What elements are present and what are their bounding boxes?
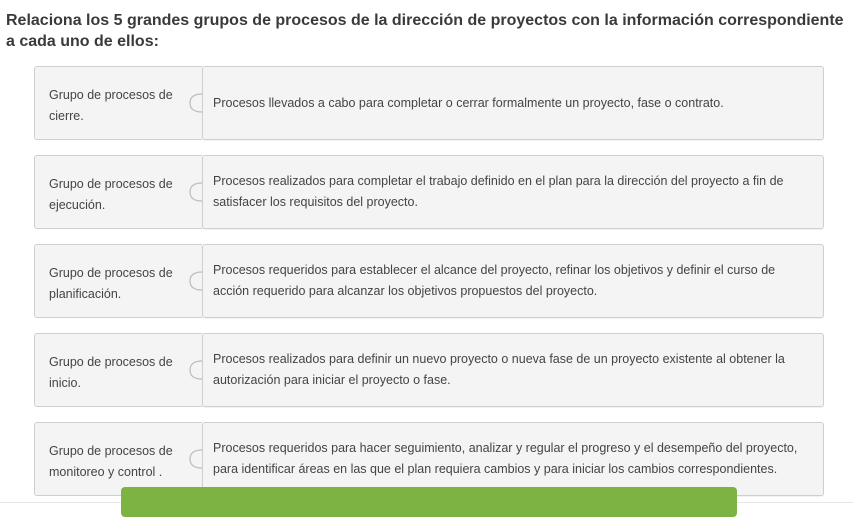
description-card-planificacion[interactable] <box>202 244 824 318</box>
match-pair-1 <box>34 66 824 140</box>
match-pair-5 <box>34 422 824 496</box>
description-text: Procesos realizados para completar el trabajo definido en el plan para la dirección del proyecto a fin de satisfacer los requisitos del proyecto. <box>213 174 784 209</box>
description-text: Procesos realizados para definir un nuevo proyecto o nueva fase de un proyecto existente al obtener la autorización para iniciar el proyecto o fase. <box>213 352 785 387</box>
match-pair-2 <box>34 155 824 229</box>
description-card-monitoreo[interactable] <box>202 422 824 496</box>
description-text: Procesos llevados a cabo para completar o cerrar formalmente un proyecto, fase o contrato. <box>213 95 724 110</box>
question-title: Relaciona los 5 grandes grupos de procesos de la dirección de proyectos con la información correspondiente a cada uno de ellos: <box>6 12 844 50</box>
group-card-cierre[interactable]: Grupo de procesos de cierre. <box>34 66 202 140</box>
group-card-monitoreo[interactable]: Grupo de procesos de monitoreo y control . <box>34 422 202 496</box>
group-card-ejecucion[interactable]: Grupo de procesos de ejecución. <box>34 155 202 229</box>
group-card-inicio[interactable]: Grupo de procesos de inicio. <box>34 333 202 407</box>
match-pair-3 <box>34 244 824 318</box>
description-text: Procesos requeridos para hacer seguimiento, analizar y regular el progreso y el desempeño del proyecto, para identificar áreas en las que el plan requiera cambios y para iniciar los cambios correspondientes. <box>213 441 798 476</box>
description-text: Procesos requeridos para establecer el alcance del proyecto, refinar los objetivos y definir el curso de acción requerido para alcanzar los objetivos propuestos del proyecto. <box>213 263 776 298</box>
description-card-cierre[interactable] <box>202 66 824 140</box>
description-card-inicio[interactable] <box>202 333 824 407</box>
group-card-planificacion[interactable]: Grupo de procesos de planificación. <box>34 244 202 318</box>
match-pair-4 <box>34 333 824 407</box>
check-button[interactable] <box>121 487 737 517</box>
description-card-ejecucion[interactable] <box>202 155 824 229</box>
